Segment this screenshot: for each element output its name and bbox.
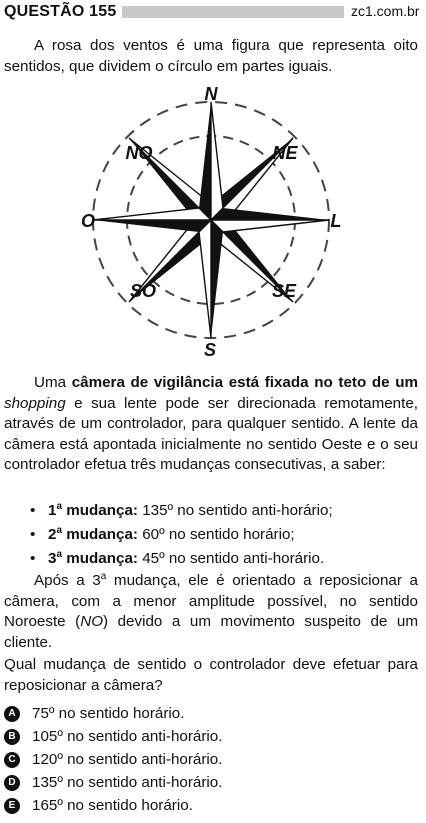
compass-label-ne: NE [272, 143, 298, 163]
compass-label-no: NO [125, 143, 153, 163]
change-item [30, 499, 420, 523]
compass-label-n: N [204, 84, 218, 104]
intro-paragraph: A rosa dos ventos é uma figura que representa oito sentidos, que dividem o círculo em partes iguais. [4, 37, 418, 75]
compass-star [93, 102, 329, 338]
change-item [30, 547, 420, 571]
after-italic-no: NO [80, 613, 104, 630]
compass-label-se: SE [271, 281, 297, 301]
option-text: 165º no sentido horário. [32, 797, 193, 814]
after-text-2: mudança, ele é orientado a reposicionar a câmera, com a menor amplitude possível, no sentido Noroeste ( [4, 572, 418, 630]
change-label: 1$^a$ mudança: [48, 500, 138, 519]
bullet-icon: • [30, 502, 36, 519]
after-paragraph [4, 571, 418, 653]
after-superscript: a [100, 570, 107, 582]
context-bold-text: câmera de vigilância está fixada no teto de um [71, 374, 418, 391]
option-text: 135º no sentido anti-horário. [32, 774, 223, 791]
option-text: 120º no sentido anti-horário. [32, 751, 223, 768]
option-letter-badge: B [4, 729, 20, 745]
option-c[interactable] [4, 748, 418, 771]
context-paragraph [4, 373, 418, 476]
option-letter-badge: E [4, 798, 20, 814]
compass-label-o: O [80, 211, 96, 231]
header-divider-bar [122, 6, 344, 18]
change-label: 2$^a$ mudança: [48, 524, 138, 543]
after-text-3: ) devido a um movimento suspeito de um cliente. [4, 613, 418, 651]
question-header [0, 0, 426, 24]
site-watermark: zc1.com.br [351, 3, 420, 19]
option-letter-badge: D [4, 775, 20, 791]
option-d[interactable] [4, 771, 418, 794]
option-text: 105º no sentido anti-horário. [32, 728, 223, 745]
compass-label-so: SO [129, 281, 157, 301]
compass-label-s: S [203, 340, 217, 358]
changes-list [30, 499, 420, 571]
context-text-2: e sua lente pode ser direcionada remotamente, através de um controlador, para qualquer sentido. A lente da câmera está apontada inicialmente no sentido Oeste e o seu controlador efetua três mudanças consecutivas, a saber: [4, 394, 418, 473]
bullet-icon: • [30, 526, 36, 543]
option-text: 75º no sentido horário. [32, 705, 185, 722]
bullet-icon: • [30, 550, 36, 567]
compass-rose-figure [80, 82, 342, 358]
compass-label-l: L [330, 211, 342, 231]
change-value: 135º no sentido anti-horário; [137, 502, 333, 519]
change-value: 45º no sentido anti-horário. [137, 550, 325, 567]
option-letter-badge: A [4, 706, 20, 722]
option-b[interactable] [4, 725, 418, 748]
option-letter-badge: C [4, 752, 20, 768]
question-number: QUESTÃO 155 [4, 3, 117, 20]
after-text-1: Após a 3 [34, 572, 101, 589]
change-item [30, 523, 420, 547]
change-value: 60º no sentido horário; [137, 526, 295, 543]
question-prompt: Qual mudança de sentido o controlador deve efetuar para reposicionar a câmera? [4, 656, 418, 694]
option-a[interactable] [4, 702, 418, 725]
context-text-1: Uma [34, 374, 72, 391]
change-label: 3$^a$ mudança: [48, 548, 138, 567]
answer-options [4, 702, 418, 817]
context-italic-shopping: shopping [4, 394, 66, 412]
option-e[interactable] [4, 794, 418, 817]
